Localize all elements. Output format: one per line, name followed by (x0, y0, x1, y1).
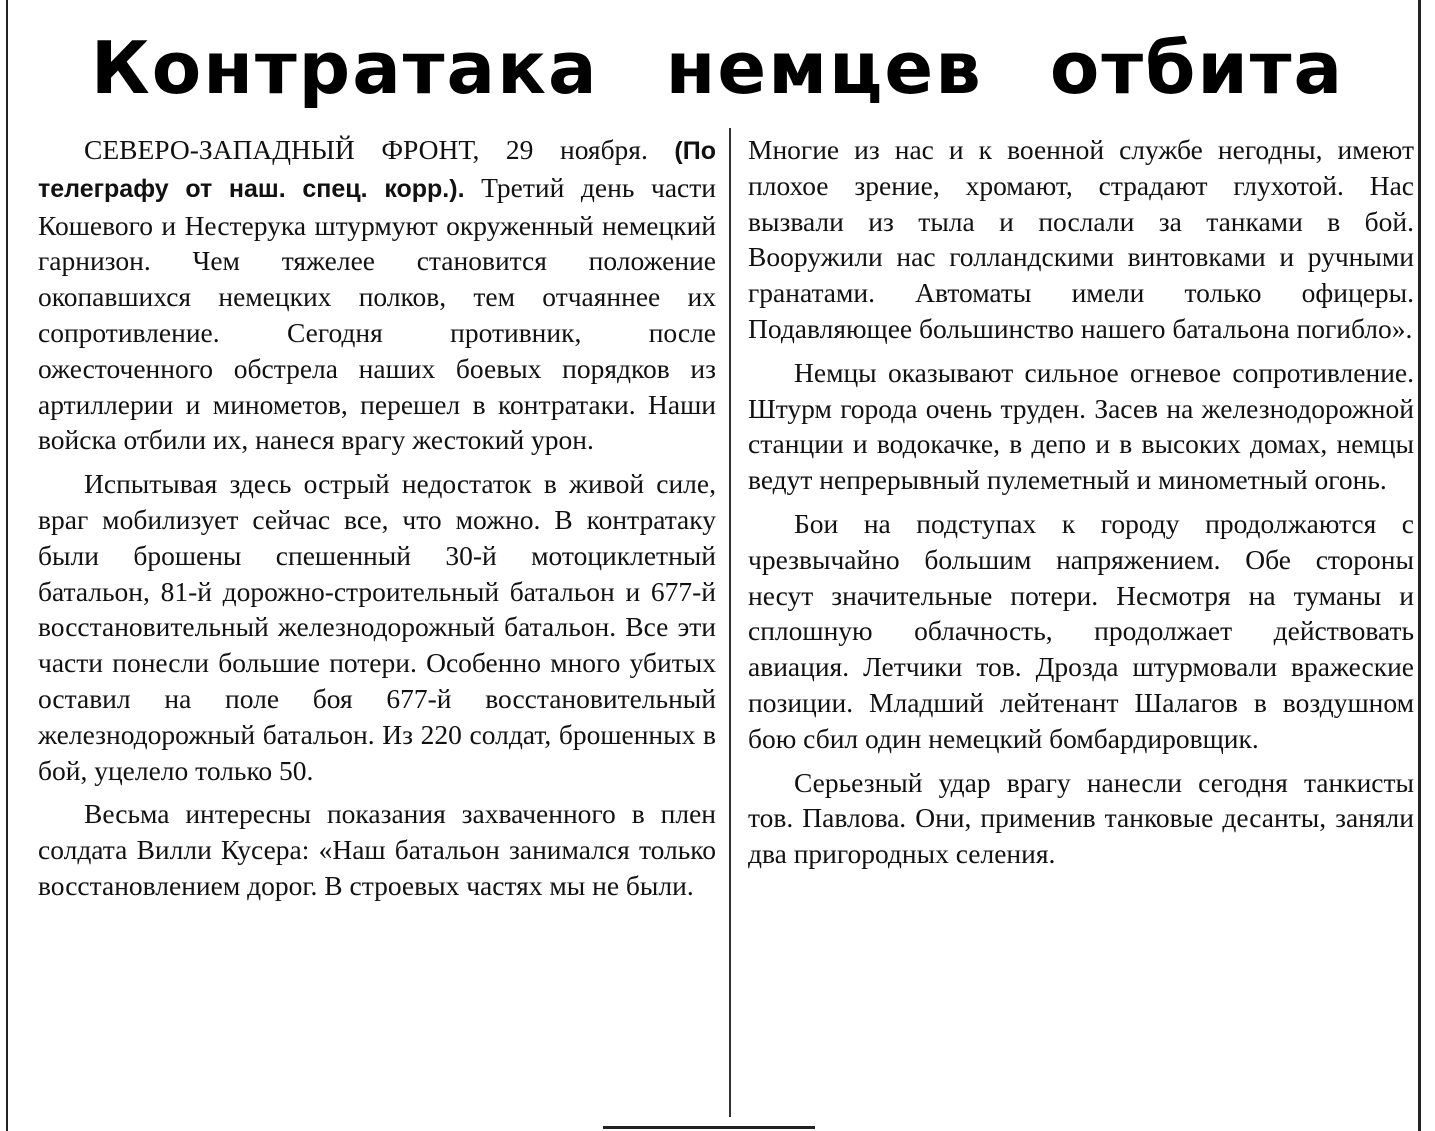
paragraph-3: Весьма интересны показания захваченного в плен солдата Вилли Кусера: «Наш батальон занимался только восстановлением дорог. В строевых частях мы не были. (38, 798, 716, 901)
paragraph-4: Многие из нас и к военной службе негодны, имеют плохое зрение, хромают, страдают глухотой. Нас вызвали из тыла и послали за танками в бой. Вооружили нас голландскими винтовками и ручными гранатами. Автоматы имели только офицеры. Подавляющее большинство нашего батальона погибло». (748, 134, 1414, 344)
left-border (6, 0, 8, 1131)
left-column (38, 132, 716, 904)
paragraph-7: Серьезный удар врагу нанесли сегодня танкисты тов. Павлова. Они, применив танковые десанты, заняли два пригородных селения. (748, 766, 1414, 870)
paragraph-2: Испытывая здесь острый недостаток в живой силе, враг мобилизует сейчас все, что можно. В контратаку были брошены спешенный 30-й мотоциклетный батальон, 81-й дорожно-строительный батальон и 677-й восстановительный железнодорожный батальон. Все эти части понесли большие потери. Особенно много убитых оставил на поле боя 677-й восстановительный железнодорожный батальон. Из 220 солдат, брошенных в бой, уцелело только 50. (38, 468, 716, 786)
bottom-rule (603, 1126, 815, 1129)
right-border (1418, 0, 1421, 1131)
source-note: (По телеграфу от наш. спец. корр.). (38, 137, 716, 203)
column-divider (729, 128, 731, 1117)
right-column (748, 132, 1414, 872)
paragraph-6: Бои на подступах к городу продолжаются с чрезвычайно большим напряжением. Обе стороны несут значительные потери. Несмотря на туманы и сплошную облачность, продолжает действовать авиация. Летчики тов. Дрозда штурмовали вражеские позиции. Младший лейтенант Шалагов в воздушном бою сбил один немецкий бомбардировщик. (748, 507, 1414, 754)
paragraph-1-text: Третий день части Кошевого и Нестерука штурмуют окруженный немецкий гарнизон. Чем тяжелее становится положение окопавшихся немецких полков, тем отчаяннее их сопротивление. Сегодня противник, после ожесточенного обстрела наших боевых порядков из артиллерии и минометов, перешел в контратаки. Наши войска отбили их, нанеся врагу жестокий урон. (38, 171, 716, 456)
headline: Контратака немцев отбита (90, 26, 1345, 110)
paragraph-5: Немцы оказывают сильное огневое сопротивление. Штурм города очень труден. Засев на железнодорожной станции и водокачке, в депо и в высоких домах, немцы ведут непрерывный пулеметный и минометный огонь. (748, 356, 1414, 496)
paragraph-dateline (38, 132, 716, 458)
dateline: СЕВЕРО-ЗАПАДНЫЙ ФРОНТ, 29 ноября. (84, 134, 648, 165)
